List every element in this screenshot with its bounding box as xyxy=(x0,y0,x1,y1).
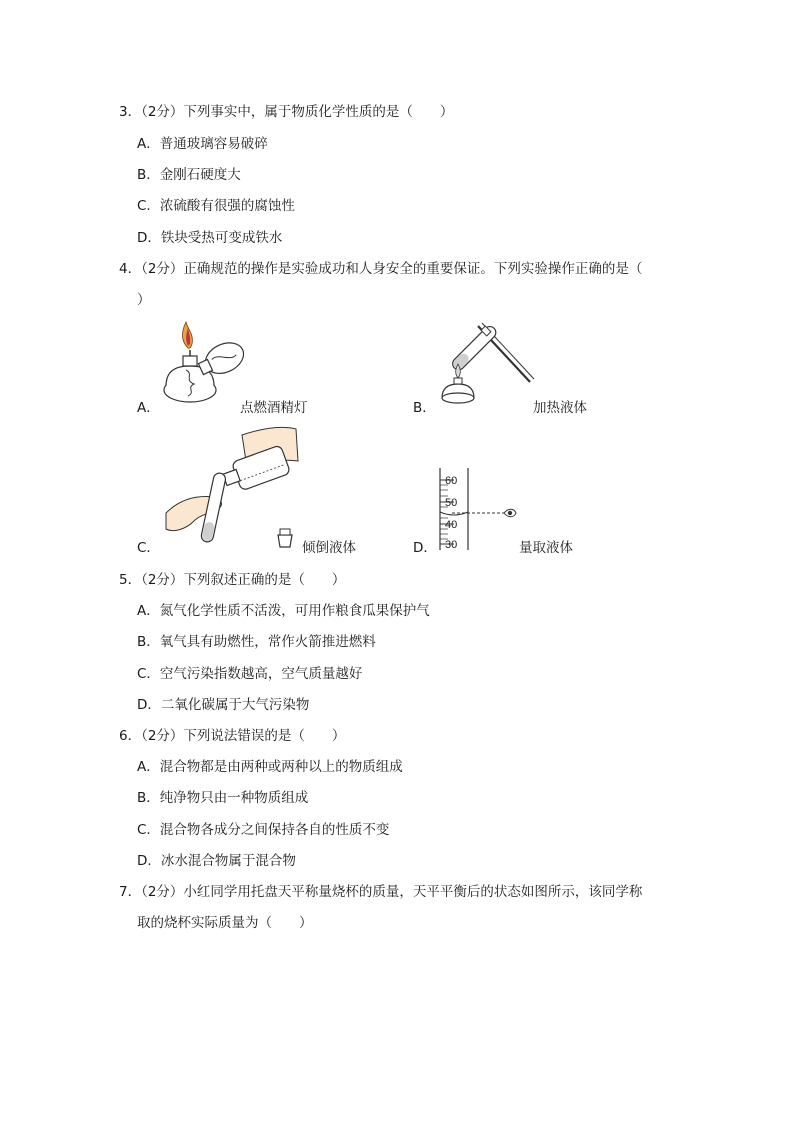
question-6-option-d: D．冰水混合物属于混合物 xyxy=(137,853,296,869)
cylinder-tick-60: 60 xyxy=(445,475,458,487)
question-5-option-a: A．氮气化学性质不活泼，可用作粮食瓜果保护气 xyxy=(137,603,430,619)
question-6-option-c: C．混合物各成分之间保持各自的性质不变 xyxy=(137,822,390,838)
question-4-stem-line2: ） xyxy=(137,292,151,308)
question-5-stem: 5．（2分）下列叙述正确的是（ ） xyxy=(119,572,346,588)
figure-a-alcohol-lamp xyxy=(150,318,250,408)
choice-b-caption: 加热液体 xyxy=(533,400,587,416)
choice-c-caption: 倾倒液体 xyxy=(302,540,356,556)
figure-b-heating-liquid xyxy=(430,318,540,408)
cylinder-tick-50: 50 xyxy=(445,497,458,509)
question-4-stem-line1: 4．（2分）正确规范的操作是实验成功和人身安全的重要保证。下列实验操作正确的是（ xyxy=(119,261,643,277)
choice-c-letter: C． xyxy=(137,540,160,556)
question-3-stem: 3．（2分）下列事实中，属于物质化学性质的是（ ） xyxy=(119,104,454,120)
question-5-option-c: C．空气污染指数越高，空气质量越好 xyxy=(137,666,363,682)
figure-d-measuring-cylinder xyxy=(438,468,518,552)
question-3-option-a: A．普通玻璃容易破碎 xyxy=(137,136,268,152)
question-5-option-d: D．二氧化碳属于大气污染物 xyxy=(137,697,310,713)
figure-c-pouring-liquid xyxy=(160,425,300,555)
question-5-option-b: B．氧气具有助燃性，常作火箭推进燃料 xyxy=(137,634,376,650)
choice-d-letter: D． xyxy=(413,540,437,556)
choice-d-caption: 量取液体 xyxy=(519,540,573,556)
choice-a-letter: A． xyxy=(137,400,160,416)
cylinder-tick-30: 30 xyxy=(445,539,458,551)
question-6-option-b: B．纯净物只由一种物质组成 xyxy=(137,790,309,806)
question-7-stem-line2: 取的烧杯实际质量为（ ） xyxy=(137,915,313,931)
question-7-stem-line1: 7．（2分）小红同学用托盘天平称量烧杯的质量，天平平衡后的状态如图所示，该同学称 xyxy=(119,884,643,900)
question-6-option-a: A．混合物都是由两种或两种以上的物质组成 xyxy=(137,759,403,775)
question-6-stem: 6．（2分）下列说法错误的是（ ） xyxy=(119,728,346,744)
question-3-option-d: D．铁块受热可变成铁水 xyxy=(137,230,283,246)
choice-a-caption: 点燃酒精灯 xyxy=(240,400,308,416)
choice-b-letter: B． xyxy=(413,400,436,416)
cylinder-tick-40: 40 xyxy=(445,519,458,531)
question-3-option-c: C．浓硫酸有很强的腐蚀性 xyxy=(137,198,295,214)
question-3-option-b: B．金刚石硬度大 xyxy=(137,167,241,183)
